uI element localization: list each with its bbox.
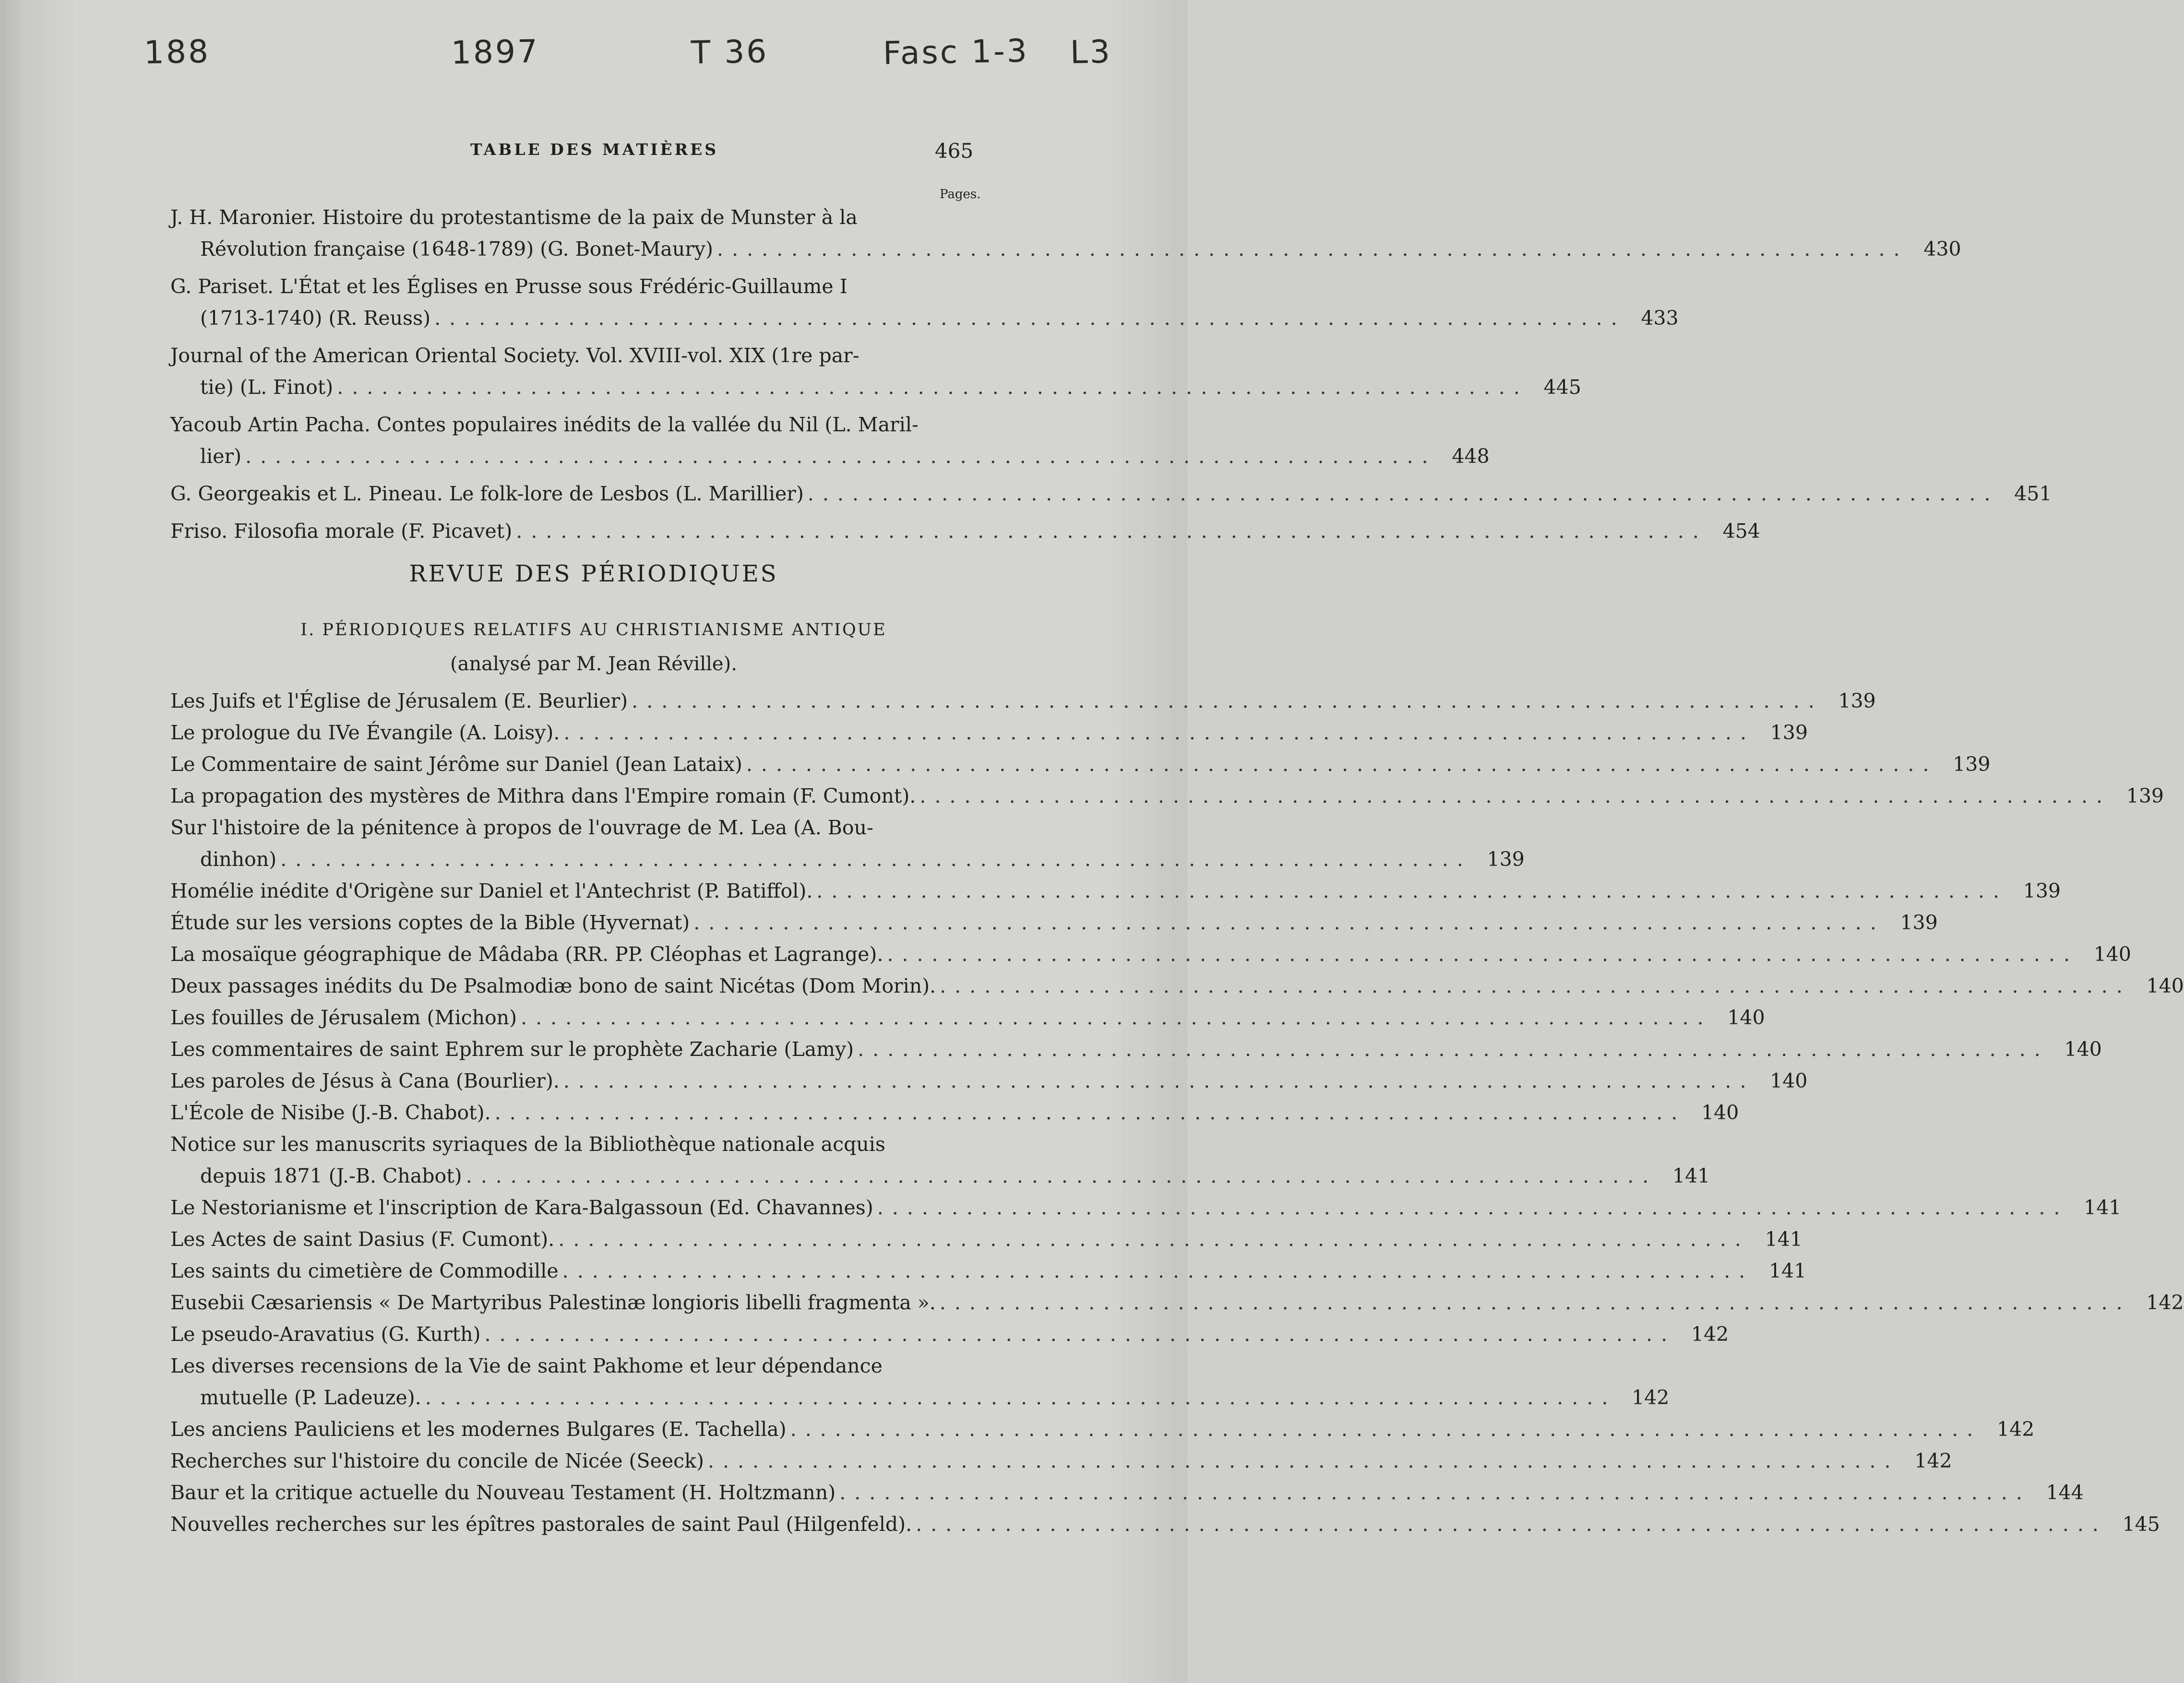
toc-entry — [170, 907, 1938, 938]
entry-line: Friso. Filosofia morale (F. Picavet) — [170, 520, 513, 543]
handwritten-note: 188 — [143, 33, 211, 71]
dot-leader: ................................................................................ — [425, 1386, 1617, 1409]
dot-leader: ................................................................................ — [484, 1323, 1676, 1346]
entry-page-number: 142 — [2146, 1291, 2184, 1314]
entry-line: Le prologue du IVe Évangile (A. Loisy). — [170, 721, 560, 744]
entry-page-number: 141 — [1769, 1259, 1807, 1282]
toc-entry — [170, 409, 1490, 472]
dot-leader: ................................................................................ — [563, 721, 1755, 744]
entry-page-number: 140 — [1770, 1069, 1808, 1092]
entry-line: depuis 1871 (J.-B. Chabot) — [200, 1164, 462, 1187]
toc-entry — [170, 1413, 2035, 1445]
entry-line: Nouvelles recherches sur les épîtres pastorales de saint Paul (Hilgenfeld). — [170, 1513, 912, 1536]
entry-page-number: 142 — [1914, 1449, 1952, 1472]
dot-leader: ................................................................................ — [807, 482, 1999, 505]
entry-page-number: 141 — [1765, 1228, 1802, 1251]
entry-page-number: 142 — [1632, 1386, 1670, 1409]
dot-leader: ................................................................................ — [839, 1481, 2031, 1504]
handwritten-note: Fasc 1-3 — [883, 32, 1029, 72]
entry-page-number: 139 — [1838, 689, 1876, 712]
dot-leader: ................................................................................ — [858, 1038, 2049, 1061]
entry-line: Homélie inédite d'Origène sur Daniel et l'Antechrist (P. Batiffol). — [170, 879, 813, 902]
entry-page-number: 445 — [1543, 376, 1581, 399]
dot-leader: ................................................................................ — [521, 1006, 1712, 1029]
entry-page-number: 141 — [2084, 1196, 2122, 1219]
dot-leader: ................................................................................ — [562, 1259, 1754, 1282]
entry-line: mutuelle (P. Ladeuze). — [200, 1386, 421, 1409]
entry-line: La mosaïque géographique de Mâdaba (RR. PP. Cléophas et Lagrange). — [170, 943, 883, 966]
entry-page-number: 454 — [1722, 520, 1760, 543]
toc-entry — [170, 1445, 1952, 1477]
entry-page-number: 139 — [1900, 911, 1938, 934]
dot-leader: ................................................................................ — [707, 1449, 1899, 1472]
entry-line: Baur et la critique actuelle du Nouveau Testament (H. Holtzmann) — [170, 1481, 836, 1504]
entry-line: Étude sur les versions coptes de la Bible (Hyvernat) — [170, 911, 690, 934]
toc-entry — [170, 1287, 2184, 1318]
entry-page-number: 430 — [1923, 237, 1961, 261]
entry-line: Le pseudo-Aravatius (G. Kurth) — [170, 1323, 481, 1346]
dot-leader: ................................................................................ — [563, 1069, 1755, 1092]
dot-leader: ................................................................................ — [693, 911, 1885, 934]
toc-entry — [170, 1002, 1765, 1033]
dot-leader: ................................................................................ — [790, 1418, 1982, 1441]
entry-line: Les saints du cimetière de Commodille — [170, 1259, 559, 1282]
dot-leader: ................................................................................ — [632, 689, 1823, 712]
dot-leader: ................................................................................ — [717, 237, 1909, 261]
entry-line: dinhon) — [200, 848, 277, 871]
toc-entry — [170, 938, 2132, 970]
pages-column-label: Pages. — [940, 187, 981, 201]
toc-entry — [170, 1508, 2160, 1540]
dot-leader: ................................................................................ — [877, 1196, 2069, 1219]
entry-page-number: 140 — [1701, 1101, 1739, 1124]
dot-leader: ................................................................................ — [337, 376, 1528, 399]
dot-leader: ................................................................................ — [558, 1228, 1750, 1251]
toc-entry — [170, 1097, 1739, 1128]
entry-page-number: 142 — [1691, 1323, 1729, 1346]
entry-line: Les commentaires de saint Ephrem sur le prophète Zacharie (Lamy) — [170, 1038, 854, 1061]
entry-line: J. H. Maronier. Histoire du protestantisme de la paix de Munster à la — [170, 206, 858, 229]
handwritten-note: 1897 — [451, 33, 540, 71]
toc-entry — [170, 1192, 2122, 1223]
entry-line: Sur l'histoire de la pénitence à propos de l'ouvrage de M. Lea (A. Bou- — [170, 816, 873, 839]
dot-leader: ................................................................................ — [280, 848, 1472, 871]
toc-entry — [170, 1350, 1670, 1413]
toc-entry — [170, 1128, 1710, 1192]
toc-entry — [170, 515, 1760, 547]
dot-leader: ................................................................................ — [245, 445, 1437, 468]
entry-line: Les Actes de saint Dasius (F. Cumont). — [170, 1228, 555, 1251]
entry-page-number: 142 — [1997, 1418, 2035, 1441]
entry-line: Le Nestorianisme et l'inscription de Kara-Balgassoun (Ed. Chavannes) — [170, 1196, 873, 1219]
dot-leader: ................................................................................ — [434, 307, 1626, 330]
toc-entry — [170, 201, 1961, 265]
subsection-title: I. PÉRIODIQUES RELATIFS AU CHRISTIANISME ANTIQUE — [300, 620, 887, 640]
entry-line: Les fouilles de Jérusalem (Michon) — [170, 1006, 517, 1029]
book-reviews-list — [170, 201, 2052, 553]
entry-line: Notice sur les manuscrits syriaques de la Bibliothèque nationale acquis — [170, 1133, 885, 1156]
entry-line: Les anciens Pauliciens et les modernes Bulgares (E. Tachella) — [170, 1418, 787, 1441]
entry-line: Deux passages inédits du De Psalmodiæ bono de saint Nicétas (Dom Morin). — [170, 974, 936, 997]
toc-entry — [170, 970, 2184, 1002]
entry-page-number: 141 — [1672, 1164, 1710, 1187]
handwritten-note: T 36 — [691, 33, 769, 71]
dot-leader: ................................................................................ — [940, 974, 2131, 997]
entry-page-number: 139 — [1770, 721, 1808, 744]
toc-entry — [170, 748, 1991, 780]
entry-line: La propagation des mystères de Mithra dans l'Empire romain (F. Cumont). — [170, 784, 916, 807]
toc-entry — [170, 1065, 1808, 1097]
entry-page-number: 433 — [1641, 307, 1679, 330]
entry-line: Eusebii Cæsariensis « De Martyribus Palestinæ longioris libelli fragmenta ». — [170, 1291, 936, 1314]
toc-entry — [170, 1477, 2084, 1508]
dot-leader: ................................................................................ — [919, 784, 2112, 807]
entry-line: tie) (L. Finot) — [200, 376, 334, 399]
toc-entry — [170, 812, 1525, 875]
dot-leader: ................................................................................ — [516, 520, 1707, 543]
toc-entry — [170, 780, 2164, 812]
entry-line: Les diverses recensions de la Vie de saint Pakhome et leur dépendance — [170, 1354, 883, 1377]
entry-page-number: 139 — [1953, 753, 1991, 776]
entry-line: G. Pariset. L'État et les Églises en Prusse sous Frédéric-Guillaume I — [170, 275, 847, 298]
toc-entry — [170, 340, 1581, 403]
analyst-note: (analysé par M. Jean Réville). — [450, 653, 737, 675]
entry-line: L'École de Nisibe (J.-B. Chabot). — [170, 1101, 491, 1124]
entry-page-number: 139 — [1487, 848, 1525, 871]
dot-leader: ................................................................................ — [939, 1291, 2131, 1314]
entry-line: lier) — [200, 445, 242, 468]
entry-line: Les Juifs et l'Église de Jérusalem (E. Beurlier) — [170, 689, 628, 712]
toc-entry — [170, 875, 2061, 907]
toc-entry — [170, 717, 1808, 748]
entry-page-number: 140 — [2146, 974, 2184, 997]
toc-entry — [170, 1033, 2102, 1065]
entry-page-number: 451 — [2014, 482, 2052, 505]
page-number: 465 — [935, 139, 974, 163]
dot-leader: ................................................................................ — [887, 943, 2079, 966]
entry-page-number: 144 — [2046, 1481, 2084, 1504]
entry-page-number: 448 — [1452, 445, 1490, 468]
toc-entry — [170, 1255, 1807, 1287]
entry-page-number: 145 — [2122, 1513, 2160, 1536]
entry-line: (1713-1740) (R. Reuss) — [200, 307, 431, 330]
dot-leader: ................................................................................ — [916, 1513, 2107, 1536]
entry-page-number: 140 — [1727, 1006, 1765, 1029]
entry-page-number: 139 — [2023, 879, 2061, 902]
entry-line: Les paroles de Jésus à Cana (Bourlier). — [170, 1069, 560, 1092]
toc-entry — [170, 1318, 1729, 1350]
toc-entry — [170, 271, 1679, 334]
entry-page-number: 139 — [2126, 784, 2164, 807]
toc-entry — [170, 685, 1876, 717]
entry-line: G. Georgeakis et L. Pineau. Le folk-lore de Lesbos (L. Marillier) — [170, 482, 804, 505]
periodicals-list — [170, 685, 2184, 1540]
toc-entry — [170, 1223, 1802, 1255]
dot-leader: ................................................................................ — [746, 753, 1938, 776]
dot-leader: ................................................................................ — [465, 1164, 1658, 1187]
toc-entry — [170, 478, 2052, 510]
entry-line: Yacoub Artin Pacha. Contes populaires inédits de la vallée du Nil (L. Maril- — [170, 413, 919, 436]
section-title: REVUE DES PÉRIODIQUES — [409, 560, 778, 587]
entry-line: Le Commentaire de saint Jérôme sur Daniel (Jean Lataix) — [170, 753, 742, 776]
dot-leader: ................................................................................ — [494, 1101, 1686, 1124]
running-head: TABLE DES MATIÈRES — [470, 140, 719, 159]
entry-page-number: 140 — [2093, 943, 2132, 966]
entry-line: Journal of the American Oriental Society. Vol. XVIII-vol. XIX (1re par- — [170, 344, 859, 367]
handwritten-note: L3 — [1070, 33, 1112, 71]
entry-line: Recherches sur l'histoire du concile de Nicée (Seeck) — [170, 1449, 704, 1472]
entry-page-number: 140 — [2064, 1038, 2102, 1061]
entry-line: Révolution française (1648-1789) (G. Bonet-Maury) — [200, 237, 714, 261]
dot-leader: ................................................................................ — [816, 879, 2008, 902]
